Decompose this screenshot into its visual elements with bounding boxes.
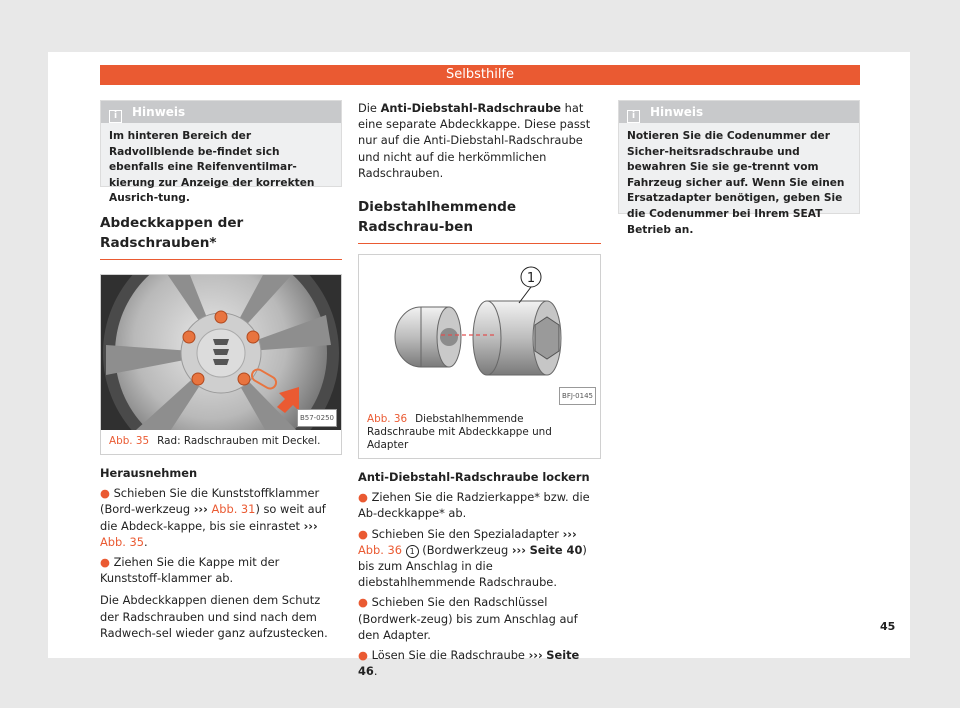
bullet-item — [358, 526, 601, 591]
note-box — [100, 100, 342, 205]
figure-label: Abb. 35 — [109, 435, 150, 447]
bullet-item — [358, 594, 601, 643]
column-1 — [100, 100, 342, 641]
bolt-adapter-illustration — [359, 255, 600, 408]
figure-caption — [359, 408, 600, 458]
caption-text: Diebstahlhemmende Radschraube mit Abdeckkappe und Adapter — [367, 413, 552, 452]
caption-text: Rad: Radschrauben mit Deckel. — [157, 435, 321, 447]
text: Ziehen Sie die Kappe mit der Kunststoff-klammer ab. — [100, 555, 280, 586]
text: Schieben Sie den Radschlüssel (Bordwerk-zeug) bis zum Anschlag auf den Adapter. — [358, 595, 578, 642]
bullet-icon: ● — [358, 526, 368, 541]
column-2 — [358, 100, 601, 679]
paragraph: Die Abdeckkappen dienen dem Schutz der Radschrauben und sind nach dem Radwech-sel wieder ganz aufzustecken. — [100, 593, 328, 640]
figure-35 — [100, 274, 342, 455]
text: . — [144, 534, 148, 549]
arrow-icon: ››› — [528, 648, 543, 663]
bolt-image — [359, 255, 600, 408]
image-code: B57-0250 — [297, 409, 337, 427]
chapter-header: Selbsthilfe — [100, 65, 860, 85]
arrow-icon: ››› — [303, 518, 318, 533]
paragraph — [358, 100, 601, 181]
text: Schieben Sie den Spezialadapter — [371, 526, 563, 541]
bullet-item — [358, 647, 601, 679]
subheading: Anti-Diebstahl-Radschraube lockern — [358, 470, 590, 485]
section-title: Diebstahlhemmende Radschrau-ben — [358, 197, 601, 244]
note-header — [101, 101, 341, 123]
text: (Bordwerkzeug — [418, 542, 512, 557]
figure-36 — [358, 254, 601, 459]
arrow-icon: ››› — [193, 502, 208, 517]
bullet-item — [358, 489, 601, 521]
note-text: Im hinteren Bereich der Radvollblende be-findet sich ebenfalls eine Reifenventilmar-kierung zur Anzeige der korrekten Ausrich-tung. — [109, 130, 315, 205]
text: hat eine separate Abdeckkappe. Diese passt nur auf die Anti-Diebstahl-Radschraube und nicht auf die herkömmlichen Radschrauben. — [358, 101, 591, 180]
bullet-icon: ● — [358, 648, 368, 663]
text: ) bis zum Anschlag in die diebstahlhemmende Radschraube. — [358, 542, 587, 590]
section-title: Abdeckkappen der Radschrauben* — [100, 213, 342, 260]
text: . — [373, 664, 378, 679]
page-reference-link[interactable]: Seite 40 — [529, 542, 583, 557]
text: ) so weit auf die Abdeck-kappe, bis sie einrastet — [100, 502, 326, 533]
subheading: Herausnehmen — [100, 466, 198, 480]
bullet-item — [100, 554, 342, 586]
text-bold: Anti-Diebstahl-Radschraube — [380, 101, 562, 115]
figure-caption — [101, 430, 341, 454]
wheel-illustration — [101, 275, 341, 430]
image-code: BFJ-0145 — [559, 387, 596, 405]
text: Lösen Sie die Radschraube — [371, 648, 529, 663]
bullet-icon: ● — [100, 555, 110, 570]
bullet-icon: ● — [100, 486, 110, 501]
cross-reference-link[interactable]: Abb. 35 — [100, 534, 144, 549]
bullet-icon: ● — [358, 595, 368, 610]
bullet-item — [100, 485, 342, 550]
bullet-icon: ● — [358, 490, 368, 505]
note-heading: Hinweis — [132, 105, 186, 119]
note-header — [619, 101, 859, 123]
note-box — [618, 100, 860, 236]
note-heading: Hinweis — [650, 105, 704, 119]
figure-label: Abb. 36 — [367, 413, 408, 426]
info-icon: i — [109, 110, 122, 123]
arrow-icon: ››› — [562, 526, 577, 541]
page-reference-link[interactable]: Seite 46 — [358, 648, 580, 679]
cross-reference-link[interactable]: Abb. 31 — [211, 502, 256, 517]
text: Die — [358, 101, 381, 115]
arrow-icon: ››› — [511, 542, 526, 557]
callout-number: 1 — [526, 271, 536, 287]
column-3 — [618, 100, 860, 236]
cross-reference-link[interactable]: Abb. 36 — [358, 542, 402, 557]
info-icon: i — [627, 110, 640, 123]
callout-marker: 1 — [406, 545, 419, 558]
page-number: 45 — [880, 620, 896, 633]
text: Schieben Sie die Kunststoffklammer (Bord-werkzeug — [100, 486, 320, 517]
text: Ziehen Sie die Radzierkappe* bzw. die Ab-deckkappe* ab. — [358, 490, 590, 521]
wheel-image — [101, 275, 341, 430]
note-text: Notieren Sie die Codenummer der Sicher-heitsradschraube und bewahren Sie sie ge-trennt vom Fahrzeug sicher auf. Wenn Sie einen Ersatzadapter benötigen, geben Sie die Codenummer bei Ihrem SEAT Betrieb an. — [627, 130, 845, 236]
